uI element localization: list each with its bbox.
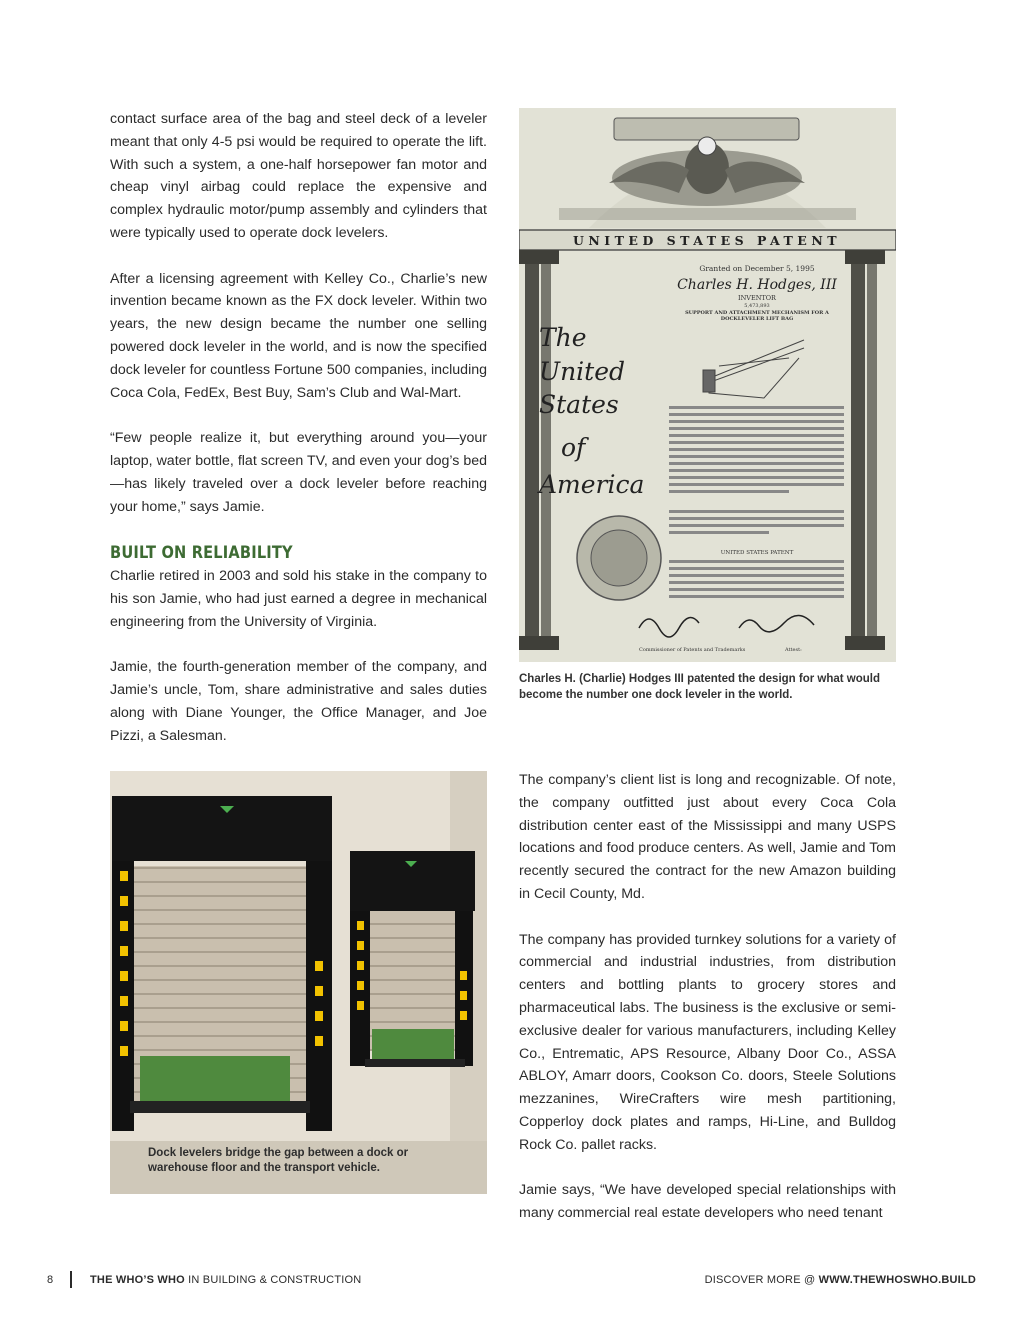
section-heading: BUILT ON RELIABILITY <box>110 543 293 564</box>
patent-certificate-image <box>519 108 896 662</box>
publication-name-rest: IN BUILDING & CONSTRUCTION <box>184 1274 362 1286</box>
paragraph: The company’s client list is long and recognizable. Of note, the company outfitted just about every Coca Cola distribution center east of the Mississippi and many USPS locations and food produce centers. As well, Jamie and Tom recently secured the contract for the new Amazon building in Cecil County, Md. <box>519 772 896 902</box>
patent-caption: Charles H. (Charlie) Hodges III patented the design for what would become the number one dock leveler in the world. <box>519 673 881 701</box>
patent-cert-heading: UNITED STATES PATENT <box>720 550 794 556</box>
left-column <box>110 108 487 770</box>
patent-title: SUPPORT AND ATTACHMENT MECHANISM FOR A <box>685 310 829 316</box>
publication-name <box>90 1274 361 1286</box>
dock-photo <box>110 771 487 1194</box>
script-line: States <box>539 390 619 419</box>
footer-divider <box>70 1271 72 1288</box>
dock-caption: Dock levelers bridge the gap between a dock or warehouse floor and the transport vehicle. <box>148 1147 409 1174</box>
paragraph: Charlie retired in 2003 and sold his stake in the company to his son Jamie, who had just earned a degree in mechanical engineering from the University of Virginia. <box>110 568 487 630</box>
patent-number: 5,473,893 <box>744 303 770 309</box>
patent-granted-date: Granted on December 5, 1995 <box>699 264 815 273</box>
dock-shelter-1 <box>112 796 332 1131</box>
patent-banner-text: UNITED STATES PATENT <box>572 233 842 248</box>
paragraph: Jamie says, “We have developed special relationships with many commercial real estate developers who need tenant <box>519 1182 896 1222</box>
paragraph: The company has provided turnkey solutions for a variety of commercial and industrial industries, from distribution centers and bottling plants to grocery stores and pharmaceutical labs. The business is the exclusive or semi-exclusive dealer for various manufacturers, including Kelley Co., Entrematic, APS Resource, Albany Door Co., ASSA ABLOY, Amarr doors, Cookson Co. doors, Steele Solutions mezzanines, WireCrafters wire mesh partitioning, Copperloy dock plates and ramps, Hi-Line, and Bulldog Rock Co. pallet racks. <box>519 931 896 1153</box>
commissioner-label: Commissioner of Patents and Trademarks <box>639 647 746 653</box>
publication-name-bold: THE WHO’S WHO <box>90 1274 185 1286</box>
right-column <box>519 769 896 1225</box>
paragraph: contact surface area of the bag and steel deck of a leveler meant that only 4-5 psi would be required to operate the lift. With such a system, a one-half horsepower fan motor and cheap vinyl airbag could replace the expensive and complex hydraulic motor/pump assembly and cylinders that were typically used to operate dock levelers. <box>110 111 487 241</box>
script-line: The <box>539 323 587 352</box>
script-line: United <box>539 357 626 386</box>
paragraph: Jamie, the fourth-generation member of the company, and Jamie’s uncle, Tom, share administrative and sales duties along with Diane Younger, the Office Manager, and Joe Pizzi, a Salesman. <box>110 659 487 744</box>
patent-inventor-name: Charles H. Hodges, III <box>677 277 837 293</box>
website-link[interactable]: WWW.THEWHOSWHO.BUILD <box>818 1274 976 1286</box>
patent-inventor-label: INVENTOR <box>738 294 776 302</box>
page-number: 8 <box>47 1274 54 1286</box>
quote-paragraph: “Few people realize it, but everything around you—your laptop, water bottle, flat screen TV, and even your dog’s bed—has likely traveled over a dock leveler before reaching your home,” says Jamie. <box>110 430 487 515</box>
paragraph: After a licensing agreement with Kelley Co., Charlie’s new invention became known as the FX dock leveler. Within two years, the new design became the number one selling powered dock leveler in the world, and is now the specified dock leveler for countless Fortune 500 companies, including Coca Cola, FedEx, Best Buy, Sam’s Club and Wal-Mart. <box>110 270 487 401</box>
dock-shelter-2 <box>350 851 475 1067</box>
patent-title: DOCKLEVELER LIFT BAG <box>720 316 794 322</box>
attest-label: Attest: <box>785 647 802 653</box>
discover-more <box>705 1274 976 1286</box>
discover-label: DISCOVER MORE @ <box>704 1274 819 1286</box>
script-line: of <box>561 433 586 462</box>
script-line: America <box>539 470 645 499</box>
